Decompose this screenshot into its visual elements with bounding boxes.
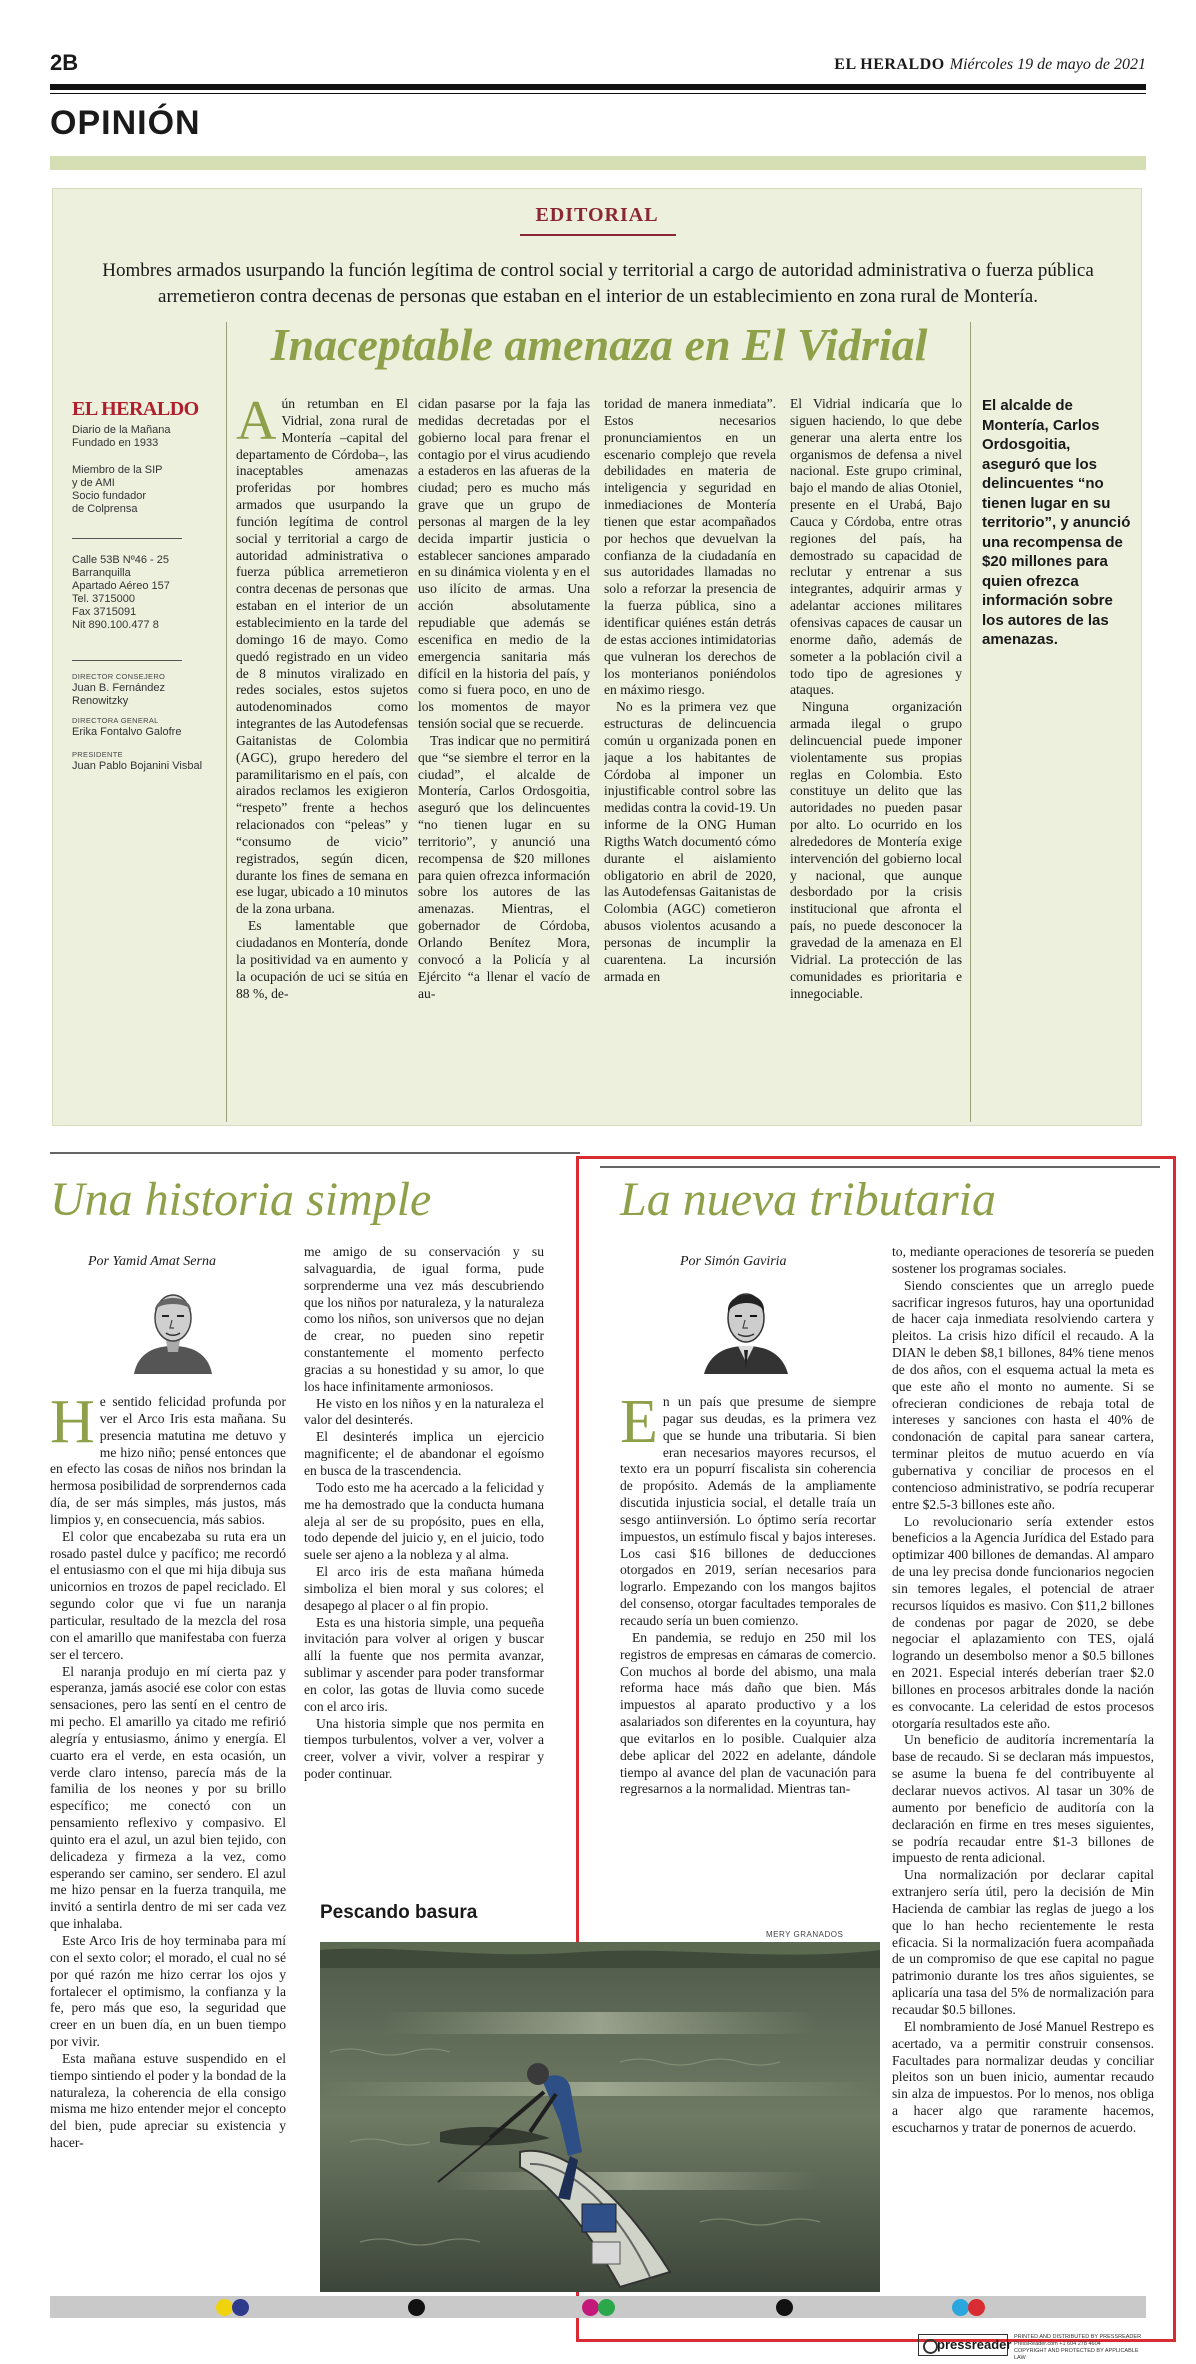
drop-cap: E [620,1394,658,1456]
paragraph: Esta mañana estuve suspendido en el tiempo sintiendo el poder y la bondad de la naturaleza, la coherencia de ella consigo misma me hizo entender mejor el concepto del bien, pude apreciar su existencia y hacer- [50,2050,286,2151]
registration-dot [776,2299,793,2316]
masthead-rule [72,538,182,539]
paragraph: El naranja produjo en mí cierta paz y esperanza, jamás asocié ese color con estas sensaciones, pero las sentí en el centro de mi pecho. El amarillo ya citado me refirió alegría y entusiasmo, ánimo y energía. El cuarto era el verde, en esta ocasión, un verde claro intenso, parecía más de la familia de los neones y por su brillo específico; me conectó con un pensamiento reflexivo y compasivo. El quinto era el azul, un azul bien tejido, con delicadeza y firmeza a la vez, como esperando ser camino, ser sendero. El azul me hizo pensar en la fuerza tranquila, me invitó a sentirla dentro de mi ser cada vez que inhalaba. [50,1663,286,1932]
editorial-column-3 [604,396,776,1116]
registration-dot [968,2299,985,2316]
paragraph: En pandemia, se redujo en 250 mil los registros de empresas en cámaras de comercio. Con muchos al borde del abismo, una mala reforma hace más daño que bien. Más impuestos al aparato productivo y a los asalariados son diferentes en la coyuntura, hay que evitarlos en lo posible. Cualquier alza debe aplicar del 2022 en adelante, dándole tiempo al avance del plan de vacunación para regresarnos a la normalidad. Mientras tan- [620,1629,876,1797]
masthead-line: y de AMI [72,477,115,489]
editorial-kicker-rule [520,234,676,236]
section-bar [50,156,1146,170]
masthead-line: Diario de la Mañana [72,424,171,436]
drop-cap: H [50,1394,95,1456]
newspaper-header [834,54,1146,74]
paragraph: Siendo conscientes que un arreglo puede sacrificar ingresos futuros, hay una oportunidad de hacer caja inmediata resolviendo cartera y pleitos. La crisis hizo difícil el recaudo. A la DIAN le deben $8,1 billones, 84% tiene menos de dos años, con el esquema actual la meta es que este año el monto no aumente. Si se ofrecieran condiciones de rebaja total de intereses y sanciones con hasta el 40% de condonación de capital para sanear cartera, terminar pleitos de mutuo acuerdo en vía gubernativa y conciliar de procesos en el contencioso administrativo, se podría recuperar entre $2.5-3 billones este año. [892,1277,1154,1512]
masthead-address [72,554,212,632]
masthead-line: Socio fundador [72,490,146,502]
paragraph: e sentido felicidad profunda por ver el Arco Iris esta mañana. Su presencia matutina me detuvo y me hizo niño; pensé entonces que en efecto las cosas de niños nos brindan la hermosa posibilidad de sorprendernos cada día, de ser más simples, más justos, más limpios y, en consecuencia, más sabios. [50,1394,286,1527]
masthead-line: Tel. 3715000 [72,593,135,605]
header-rule-thin [50,93,1146,94]
paragraph: Es lamentable que ciudadanos en Montería, donde la positividad va en aumento y la ocupación de uci se sitúa en 88 %, de- [236,918,408,1001]
newspaper-name: EL HERALDO [834,56,945,73]
registration-dot [582,2299,599,2316]
paragraph: Lo revolucionario sería extender estos beneficios a la Agencia Jurídica del Estado para optimizar 400 billones de demandas. Al amparo de una ley precisa donde funcionarios negocien sin temores legales, el potencial de atraer recursos líquidos es masivo. Con $11,2 billones de condenas por pagar de 2020, se debe negociar el aplazamiento con TES, ojalá logrando un desembolso menor a $0.5 billones en 2021. Especial interés deberían traer $2.0 billones en procesos arbitrales donde la nación es convocante. La celeridad de estos procesos otorgaría resultados este año. [892,1513,1154,1731]
masthead-line: de Colprensa [72,503,138,515]
paragraph: to, mediante operaciones de tesorería se pueden sostener los programas sociales. [892,1244,1154,1276]
editorial-column-1 [236,396,408,1116]
editorial-headline: Inaceptable amenaza en El Vidrial [270,319,928,370]
paragraph: He visto en los niños y en la naturaleza el valor del desinterés. [304,1395,544,1428]
issue-date: Miércoles 19 de mayo de 2021 [949,56,1146,73]
editorial-column-4 [790,396,962,1116]
masthead-role: DIRECTORA GENERAL [72,716,159,725]
author-portrait-left [128,1280,218,1374]
photo-credit: MERY GRANADOS [766,1930,844,1939]
paragraph: Esta es una historia simple, una pequeña invitación para volver al origen y buscar allí la fuente que nos permita avanzar, sublimar y ascender para poder transformar en color, las gotas de lluvia como sucede con el arco iris. [304,1614,544,1714]
paragraph: toridad de manera inmediata”. Estos necesarios pronunciamientos en un escenario complejo que revela debilidades en materia de inteligencia y seguridad en inmediaciones de Montería tienen que estar acompañados por hechos que devuelvan la confianza de la ciudadanía en sus autoridades llamadas no solo a reforzar la presencia de la fuerza pública, sino a identificar quiénes están detrás de estas acciones intimidatorias que vulneran los derechos de los monterianos poniéndolos en máximo riesgo. [604,396,776,698]
pressreader-notice [1014,2334,1146,2362]
masthead-logo: EL HERALDO [72,398,199,420]
paragraph: cidan pasarse por la faja las medidas decretadas por el gobierno local para frenar el contagio por el virus acudiendo a estaderos en las afueras de la ciudad; pero es mucho más grave que un grupo de personas al margen de la ley decida impartir justicia o establecer sanciones amparado en su dinámica violenta y en el uso ilícito de armas. Una acción absolutamente repudiable que además se escenifica en medio de la emergencia sanitaria más difícil en la historia del país, y como si fuera poco, en uno de los momentos de mayor tensión social que se recuerde. [418,396,590,732]
registration-dot [232,2299,249,2316]
registration-dot [598,2299,615,2316]
article-left-column-2 [304,1244,544,1896]
paragraph: Ninguna organización armada ilegal o grupo delincuencial puede imponer violentamente sus propias reglas en Colombia. Esto constituye un delito que las autoridades no pueden pasar por alto. Lo ocurrido en los alrededores de Montería exige intervención del gobierno local y nacional, que aunque desbordado por la crisis institucional que afronta el país, no puede desconocer la gravedad de la amenaza en El Vidrial. La protección de las comunidades es prioritaria e innegociable. [790,699,962,1001]
article-headline-right: La nueva tributaria [620,1173,997,1226]
masthead-info [72,464,212,516]
paragraph: El nombramiento de José Manuel Restrepo es acertado, va a permitir construir consensos. Facultades para normalizar deudas y conciliar pleitos son un buen inicio, aumentar recaudo sin alza de impuestos. Por lo menos, nos obliga a hacer algo que raramente hacemos, escucharnos y tratar de ponernos de acuerdo. [892,2018,1154,2135]
notice-line: PRINTED AND DISTRIBUTED BY PRESSREADER [1014,2334,1142,2340]
masthead-person: Juan B. Fernández Renowitzky [72,682,165,707]
photo-fisherman-boat [320,1942,880,2292]
masthead-person: Juan Pablo Bojanini Visbal [72,760,203,772]
article-right-column-2 [892,1244,1154,2330]
drop-cap: A [236,396,277,452]
paragraph: El desinterés implica un ejercicio magnificente; el de abandonar el egoísmo en busca de la trascendencia. [304,1429,544,1478]
notice-line: COPYRIGHT AND PROTECTED BY APPLICABLE LAW [1014,2348,1139,2361]
author-portrait-right [700,1278,792,1374]
paragraph: Un beneficio de auditoría incrementaría la base de recaudo. Si se declaran más impuestos, se asume la buena fe del contribuyente al declarar nuevos activos. Al tasar un 30% de aumento por beneficio de auditoría con la declaración en firme en tres meses siguientes, se podría recaudar entre $1-3 billones de impuesto de renta adicional. [892,1732,1154,1866]
masthead-line: Apartado Aéreo 157 [72,580,170,592]
paragraph: El color que encabezaba su ruta era un rosado pastel dulce y pacífico; me recordó el entusiasmo con el que mi hija dibuja sus unicornios en trozos de papel reciclado. El segundo color que vi fue un naranja particular, resultado de la mezcla del rosa con el amarillo que manifestaba con fuerza ser el tercero. [50,1528,286,1662]
editorial-kicker: EDITORIAL [535,204,659,226]
masthead-role: DIRECTOR CONSEJERO [72,672,166,681]
masthead-person: Erika Fontalvo Galofre [72,726,182,738]
byline-left: Por Yamid Amat Serna [88,1254,216,1269]
masthead-line: Miembro de la SIP [72,464,163,476]
page-number: 2B [50,50,79,75]
section-title: OPINIÓN [50,104,201,142]
notice-line: PressReader.com +1 604 278 4604 [1014,2341,1101,2347]
paragraph: El Vidrial indicaría que lo siguen haciendo, lo que debe generar una alerta entre los organismos de defensa a nivel nacional. Este grupo criminal, bajo el mando de alias Otoniel, presente en el Urabá, Bajo Cauca y Córdoba, entre otras regiones del país, ha demostrado su capacidad de reclutar y entrenar a sus integrantes, adquirir armas y adelantar acciones militares ofensivas capaces de causar un enorme daño, además de someter a la población civil a todo tipo de agresiones y ataques. [790,396,962,698]
registration-dot [216,2299,233,2316]
paragraph: Todo esto me ha acercado a la felicidad y me ha demostrado que la conducta humana aleja al ser de su propósito, pues en ella, todo depende del juicio y, en el juicio, todo suele ser ajeno a la nobleza y al alma. [304,1479,544,1563]
article-rule [50,1152,580,1154]
paragraph: Una historia simple que nos permita en tiempos turbulentos, volver a ver, volver a creer, volver a vivir, volver a respirar y poder continuar. [304,1715,544,1782]
masthead-line: Fundado en 1933 [72,437,159,449]
registration-dot [408,2299,425,2316]
photo-title: Pescando basura [320,1902,478,1923]
article-rule [600,1166,1160,1168]
editorial-lead: Hombres armados usurpando la función legítima de control social y territorial a cargo de autoridad administrativa o fuerza pública arremetieron contra decenas de personas que estaban en el interior de un establecimiento en zona rural de Montería. [102,260,1094,307]
masthead-line: Fax 3715091 [72,606,137,618]
masthead-info [72,424,212,450]
paragraph: No es la primera vez que estructuras de delincuencia común u organizada ponen en jaque a los habitantes de Córdoba al imponer un injustificable control sobre las medidas contra la covid-19. Un informe de la ONG Human Rigths Watch documentó cómo durante el aislamiento obligatorio en abril de 2020, las Autodefensas Gaitanistas de Colombia (AGC) cometieron abusos violentos acusando a personas de incumplir la cuarentena. La incursión armada en [604,699,776,984]
masthead-rule [72,660,182,661]
paragraph: n un país que presume de siempre pagar sus deudas, es la primera vez que se hunde una tributaria. Si bien eran necesarios mayores recursos, el texto era un popurrí fiscalista sin coherencia de propósito. Además de la ampliamente discutida injusticia social, el detalle traía un sesgo antiinversión. Lo óptimo sería recortar impuestos, un estímulo fiscal y bajos intereses. Los casi $16 billones de deducciones otorgados en 2019, serían necesarios para lograrlo. Empezando con los mangos bajitos del consenso, otorgar facultades temporales de recaudo sería un buen comienzo. [620,1394,876,1628]
column-divider [226,322,227,1122]
paragraph: me amigo de su conservación y su salvaguardia, de igual forma, pude sorprenderme una vez más descubriendo que los niños por naturaleza, y la naturaleza como los niños, son universos que no dejan de crear, no pueden sino repetir constantemente el momento perfecto gracias a su honestidad y su amor, lo que los hace infinitamente armoniosos. [304,1244,544,1394]
article-headline-left: Una historia simple [50,1173,432,1226]
byline-right: Por Simón Gaviria [680,1254,787,1269]
paragraph: Este Arco Iris de hoy terminaba para mí con el sexto color; el morado, el cual no sé por qué razón me hizo cerrar los ojos y fortalecer el optimismo, la confianza y la fe, pero más que eso, la seguridad que creer en un buen día, en un buen tiempo por vivir. [50,1933,286,2050]
header-rule [50,84,1146,90]
masthead-line: Calle 53B Nº46 - 25 [72,554,169,566]
paragraph: Una normalización por declarar capital extranjero sería útil, pero la decisión de Min Hacienda de cambiar las reglas de juego a los que lo han hecho recientemente le resta eficacia. Si la normalización fuera acompañada de un compromiso de que ese capital no pague patrimonio durante los tres años siguientes, se aplicaría una tasa del 5% de normalización para recaudar $0.5 billones. [892,1867,1154,2017]
editorial-column-2 [418,396,590,1116]
masthead-line: Barranquilla [72,567,131,579]
paragraph: ún retumban en El Vidrial, zona rural de Montería –capital del departamento de Córdoba–, las inaceptables amenazas proferidas por hombres armados que usurpando la función legítima de control social y territorial a cargo de autoridad administrativa o fuerza pública arremetieron contra decenas de personas que estaban en el interior de un establecimiento en la tarde del domingo 16 de mayo. Como quedó registrado en un video de 8 minutos viralizado en redes sociales, estos sujetos autodenominados como integrantes de las Autodefensas Gaitanistas de Colombia (AGC), grupo heredero del paramilitarismo en el país, con airados reclamos les exigieron “respeto” frente a hechos relacionados con “peleas” y “consumo de vicio” registrados, según dicen, durante los fines de semana en ese lugar, ubicado a 10 minutos de la zona urbana. [236,396,408,917]
article-right-column-1 [620,1394,876,1894]
column-divider [970,322,971,1122]
article-left-column-1 [50,1394,286,2290]
paragraph: Tras indicar que no permitirá que “se siembre el terror en la ciudad”, el alcalde de Montería, Carlos Ordosgoitia, aseguró que los delincuentes “no tienen lugar en su territorio”, y anunció una recompensa de $20 millones para quien ofrezca información sobre los autores de las amenazas. Mientras, el gobernador de Córdoba, Orlando Benítez Mora, convocó a la Policía y al Ejército “a llenar el vacío de au- [418,732,590,1001]
masthead-role: PRESIDENTE [72,750,123,759]
pull-quote: El alcalde de Montería, Carlos Ordosgoitia, aseguró que los delincuentes “no tienen lugar en su territorio”, y anunció una recompensa de $20 millones para quien ofrezca información sobre los autores de las amenazas. [982,397,1131,648]
pressreader-logo: pressreader [918,2334,1008,2356]
masthead-line: Nit 890.100.477 8 [72,619,159,631]
registration-dot [952,2299,969,2316]
paragraph: El arco iris de esta mañana húmeda simboliza el bien moral y sus colores; el desapego al placer o al fin propio. [304,1564,544,1613]
